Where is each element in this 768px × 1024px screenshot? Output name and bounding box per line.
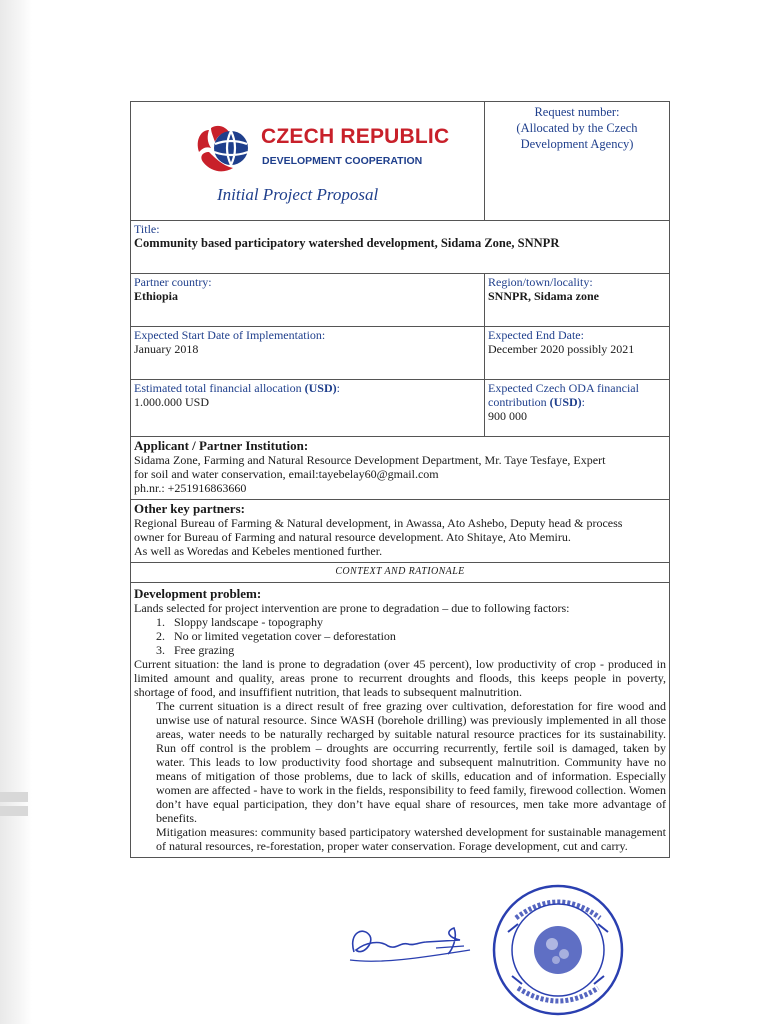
other-partners-line: As well as Woredas and Kebeles mentioned further. [134,544,383,558]
finance-row [131,380,669,437]
partner-country-label: Partner country: [134,275,212,289]
partner-country-value: Ethiopia [134,289,179,303]
mitigation-paragraph: Mitigation measures: community based participatory watershed development for sustainable management of natural resources, re-forestation, proper water conservation. Forage development, cut and carry. [156,825,666,853]
factor-item: 1. Sloppy landscape - topography [168,615,666,629]
czech-oda-value: 900 000 [488,409,527,423]
request-line: Request number: [534,105,620,119]
financial-label: Estimated total financial allocation (USD): [134,381,340,395]
applicant-line: Sidama Zone, Farming and Natural Resource Development Department, Mr. Taye Tesfaye, Expert [134,453,606,467]
country-row [131,274,669,327]
czech-oda-cell [485,380,669,436]
proposal-form [130,101,670,858]
region-cell [485,274,669,326]
applicant-line: for soil and water conservation, email:tayebelay60@gmail.com [134,467,439,481]
other-partners-cell [131,500,669,562]
financial-allocation-cell [131,380,485,436]
other-partners-line: owner for Bureau of Farming and natural resource development. Ato Shitaye, Ato Memiru. [134,530,571,544]
scan-edge [0,0,32,1024]
other-partners-line: Regional Bureau of Farming & Natural development, in Awassa, Ato Ashebo, Deputy head & process [134,516,623,530]
end-date-label: Expected End Date: [488,328,584,342]
start-date-value: January 2018 [134,342,199,356]
handwritten-signature [340,912,490,976]
official-stamp [488,880,628,1020]
region-value: SNNPR, Sidama zone [488,289,600,303]
current-situation-paragraph: Current situation: the land is prone to degradation (over 45 percent), low productivity of crop - produced in limited amount and quality, areas prone to recurrent droughts and floods, this keeps people in poverty, shortage of food, and insuffifient nutrition, that leads to subsequent malnutrition. [134,657,666,699]
factor-item: 3. Free grazing [168,643,666,657]
logo-title: CZECH REPUBLIC [261,125,450,148]
title-label: Title: [134,222,160,236]
logo-subtitle: DEVELOPMENT COOPERATION [262,155,423,167]
title-value: Community based participatory watershed development, Sidama Zone, SNNPR [134,236,560,250]
request-line: (Allocated by the Czech [516,121,638,135]
end-date-cell [485,327,669,379]
factor-list [134,615,666,657]
development-problem-row [131,583,669,857]
applicant-row [131,437,669,500]
form-title: Initial Project Proposal [217,185,379,204]
dates-row [131,327,669,380]
request-number-cell [485,102,669,220]
applicant-heading: Applicant / Partner Institution: [134,438,309,453]
start-date-label: Expected Start Date of Implementation: [134,328,326,342]
region-label: Region/town/locality: [488,275,593,289]
scan-mark [0,792,28,802]
partner-country-cell [131,274,485,326]
header-row [131,102,669,221]
development-problem-cell [131,583,669,857]
czech-oda-label: Expected Czech ODA financial contribution (USD): [488,381,639,409]
header-logo-cell [131,102,485,220]
end-date-value: December 2020 possibly 2021 [488,342,635,356]
cause-paragraph: The current situation is a direct result of free grazing over cultivation, deforestation for fire wood and unwise use of natural resource. Since WASH (borehole drilling) was previously implemented in all those areas, water needs to be naturally recharged by suitable natural resource practices for its sustainability. Run off control is the problem – droughts are occurring recurrently, fertile soil is damaged, taken by water. This leads to low productivity food shortage and subsequent malnutrition. Community have no means of mitigation of those problems, due to lack of skills, education and of information. Especially women are affected - have to work in the fields, responsibility to feed family, firewood collection. Women don’t have equal participation, they don’t have equal share of resources, men take more advantage of benefits. [156,699,666,825]
section-band: CONTEXT AND RATIONALE [335,566,465,577]
globe-hands-logo-icon [193,122,255,178]
request-line: Development Agency) [520,137,634,151]
development-problem-heading: Development problem: [134,586,262,601]
financial-value: 1.000.000 USD [134,395,210,409]
partners-row [131,500,669,563]
other-partners-heading: Other key partners: [134,501,245,516]
section-band-row [131,563,669,583]
scan-mark [0,806,28,816]
start-date-cell [131,327,485,379]
factor-item: 2. No or limited vegetation cover – deforestation [168,629,666,643]
development-problem-intro: Lands selected for project intervention are prone to degradation – due to following factors: [134,601,570,615]
title-row [131,221,669,274]
applicant-cell [131,437,669,499]
applicant-line: ph.nr.: +251916863660 [134,481,247,495]
title-cell [131,221,669,273]
